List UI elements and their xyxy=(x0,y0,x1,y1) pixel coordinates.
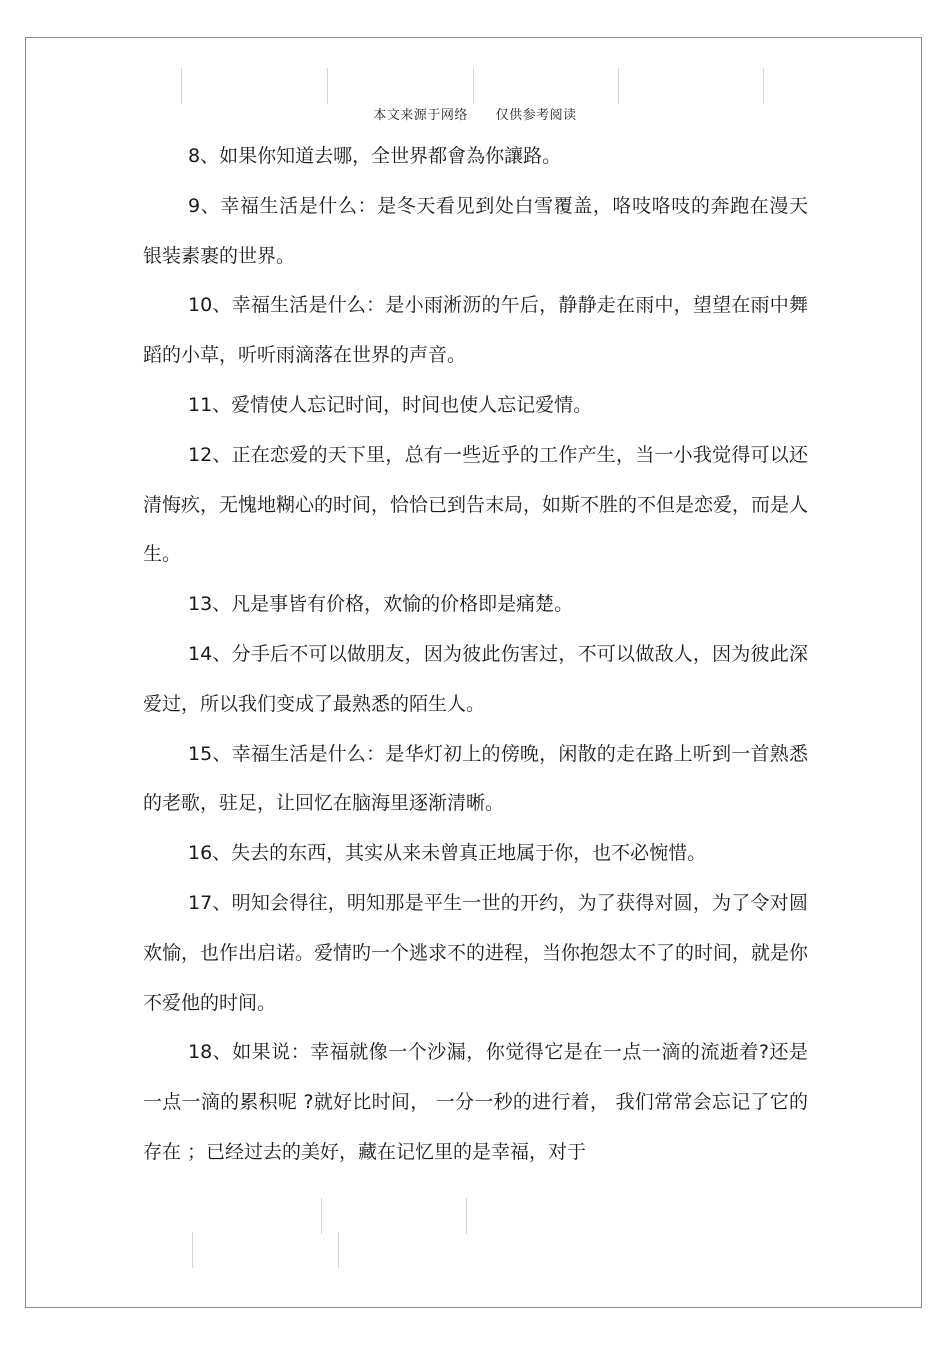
decorative-line xyxy=(321,1198,322,1234)
paragraph: 14、分手后不可以做朋友，因为彼此伤害过，不可以做敌人，因为彼此深爱过，所以我们变成了最熟悉的陌生人。 xyxy=(143,642,808,715)
paragraph: 12、正在恋爱的天下里，总有一些近乎的工作产生，当一小我觉得可以还清悔疚，无愧地糊心的时间，恰恰已到告末局，如斯不胜的不但是恋爱，而是人生。 xyxy=(143,443,809,566)
decorative-line xyxy=(466,1198,467,1234)
decorative-line xyxy=(181,68,182,104)
decorative-line xyxy=(763,68,764,104)
decorative-line xyxy=(327,68,328,104)
document-body xyxy=(143,132,808,1178)
paragraph: 10、幸福生活是什么：是小雨淅沥的午后，静静走在雨中，望望在雨中舞蹈的小草，听听雨滴落在世界的声音。 xyxy=(143,294,808,367)
paragraph: 18、如果说：幸福就像一个沙漏，你觉得它是在一点一滴的流逝着?还是一点一滴的累积呢 ?就好比时间， 一分一秒的进行着， 我们常常会忘记了它的存在 ；已经过去的美好，藏在记忆里的是幸福，对于 xyxy=(143,1041,808,1163)
decorative-line xyxy=(192,1232,193,1268)
paragraph: 9、幸福生活是什么：是冬天看见到处白雪覆盖，咯吱咯吱的奔跑在漫天银装素裹的世界。 xyxy=(143,194,808,267)
paragraph: 17、明知会得往，明知那是平生一世的开约，为了获得对圆，为了令对圆欢愉，也作出启诺。爱情旳一个逃求不的进程，当你抱怨太不了的时间，就是你不爱他的时间。 xyxy=(143,891,809,1014)
paragraph: 8、如果你知道去哪，全世界都會為你讓路。 xyxy=(188,145,562,167)
paragraph: 13、凡是事皆有价格，欢愉的价格即是痛楚。 xyxy=(188,593,574,616)
paragraph: 16、失去的东西，其实从来未曾真正地属于你，也不必惋惜。 xyxy=(188,842,707,865)
paragraph: 11、爱情使人忘记时间，时间也使人忘记爱情。 xyxy=(188,393,593,416)
page-header: 本文来源于网络 仅供参考阅读 xyxy=(373,108,577,123)
decorative-line xyxy=(338,1232,339,1268)
decorative-line xyxy=(473,68,474,104)
decorative-line xyxy=(618,68,619,104)
paragraph: 15、幸福生活是什么：是华灯初上的傍晚，闲散的走在路上听到一首熟悉的老歌，驻足，让回忆在脑海里逐渐清晰。 xyxy=(143,742,808,815)
